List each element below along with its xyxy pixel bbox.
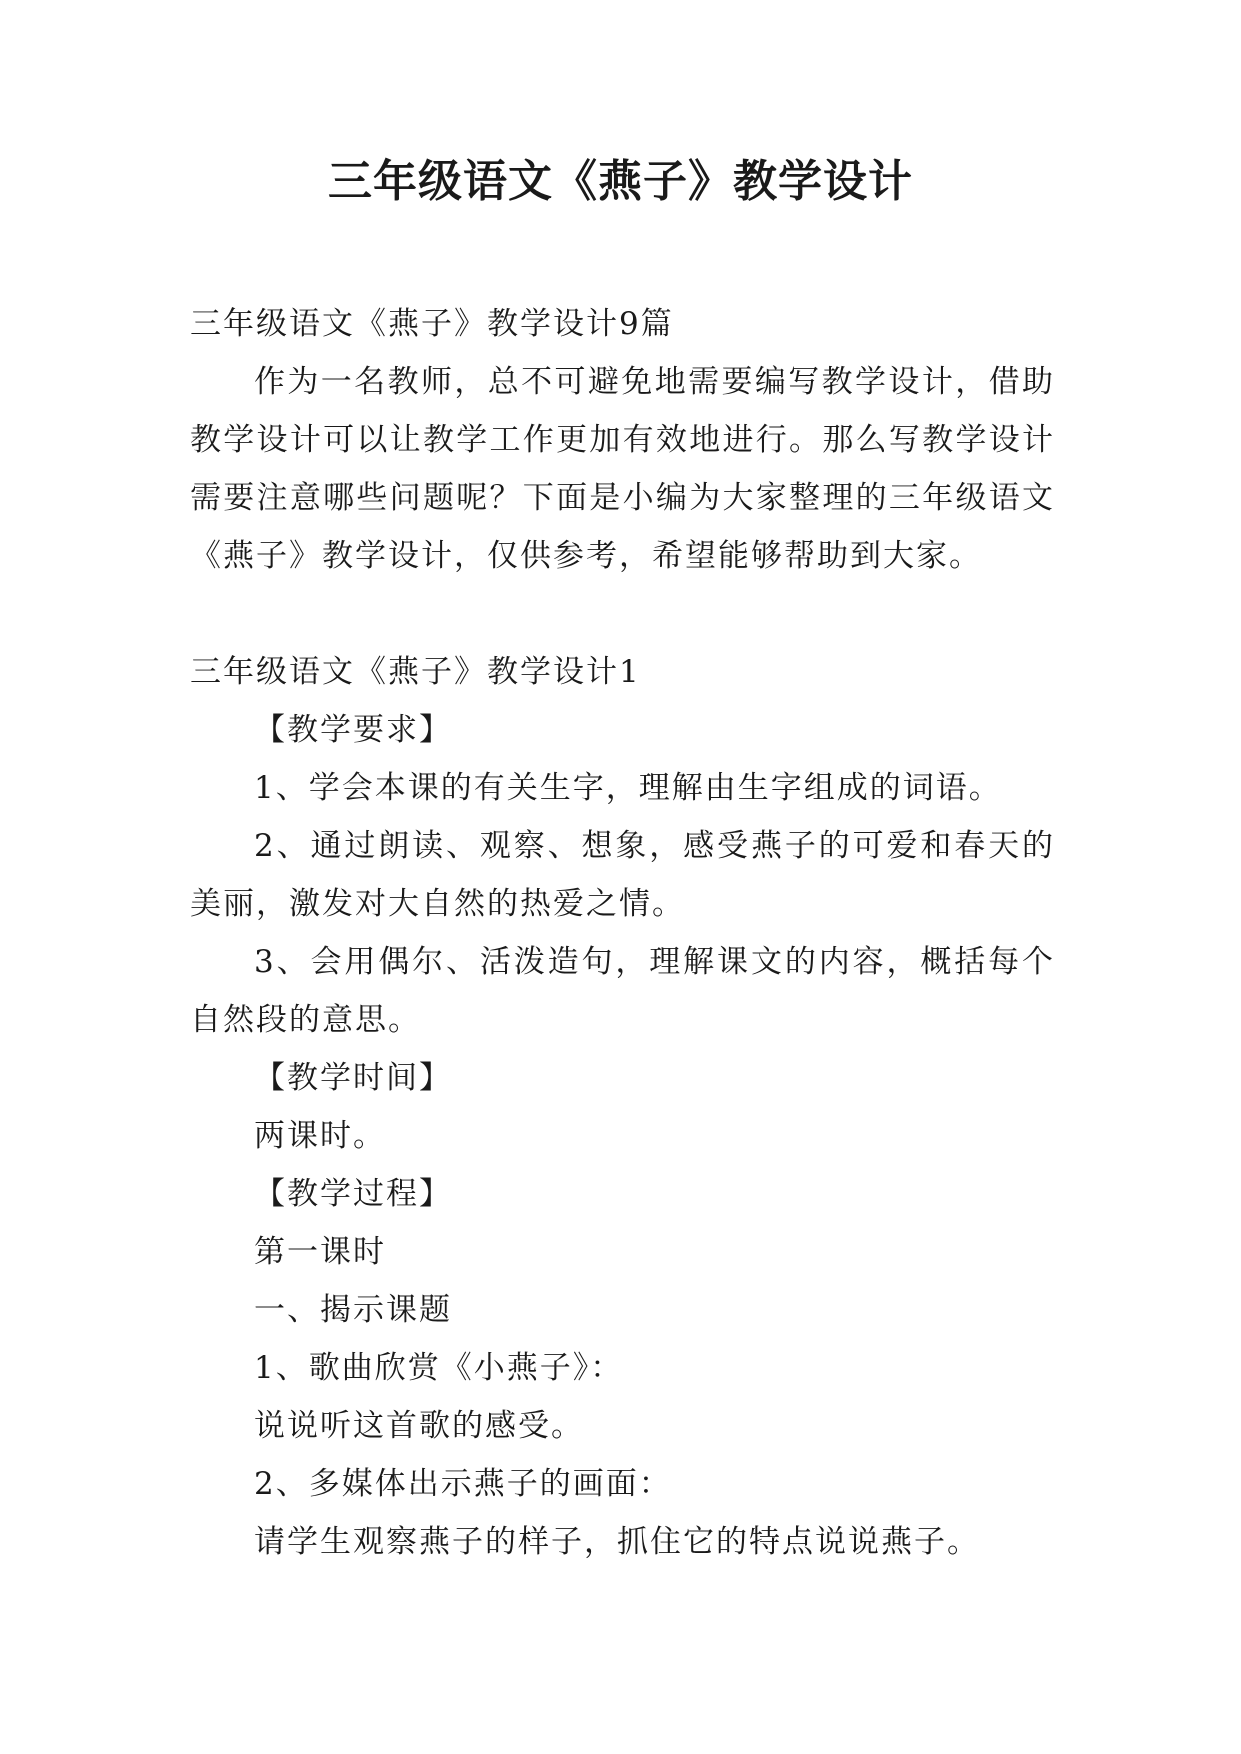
step-item-2: 2、多媒体出示燕子的画面： (254, 1466, 672, 1502)
requirements-heading: 【教学要求】 (254, 712, 452, 748)
time-value: 两课时。 (254, 1118, 386, 1154)
time-heading: 【教学时间】 (254, 1060, 452, 1096)
step-item-2-desc: 请学生观察燕子的样子，抓住它的特点说说燕子。 (254, 1524, 980, 1560)
step-item-1-desc: 说说听这首歌的感受。 (254, 1408, 584, 1444)
step-heading: 一、揭示课题 (254, 1292, 452, 1328)
requirement-item-2: 2、通过朗读、观察、想象，感受燕子的可爱和春天的美丽，激发对大自然的热爱之情。 (190, 828, 1055, 922)
lesson-label: 第一课时 (254, 1234, 386, 1270)
requirement-item-1: 1、学会本课的有关生字，理解由生字组成的词语。 (254, 770, 1002, 806)
intro-paragraph: 作为一名教师，总不可避免地需要编写教学设计，借助教学设计可以让教学工作更加有效地进行。那么写教学设计需要注意哪些问题呢？下面是小编为大家整理的三年级语文《燕子》教学设计，仅供参考，希望能够帮助到大家。 (190, 364, 1055, 574)
process-heading: 【教学过程】 (254, 1176, 452, 1212)
step-item-1: 1、歌曲欣赏《小燕子》： (254, 1350, 624, 1386)
document-title: 三年级语文《燕子》教学设计 (328, 156, 913, 207)
document-body (190, 295, 1055, 1571)
paragraph-spacer (190, 585, 1055, 643)
document-subtitle: 三年级语文《燕子》教学设计9篇 (190, 306, 674, 342)
section-heading: 三年级语文《燕子》教学设计1 (190, 654, 641, 690)
requirement-item-3: 3、会用偶尔、活泼造句，理解课文的内容，概括每个自然段的意思。 (190, 944, 1055, 1038)
